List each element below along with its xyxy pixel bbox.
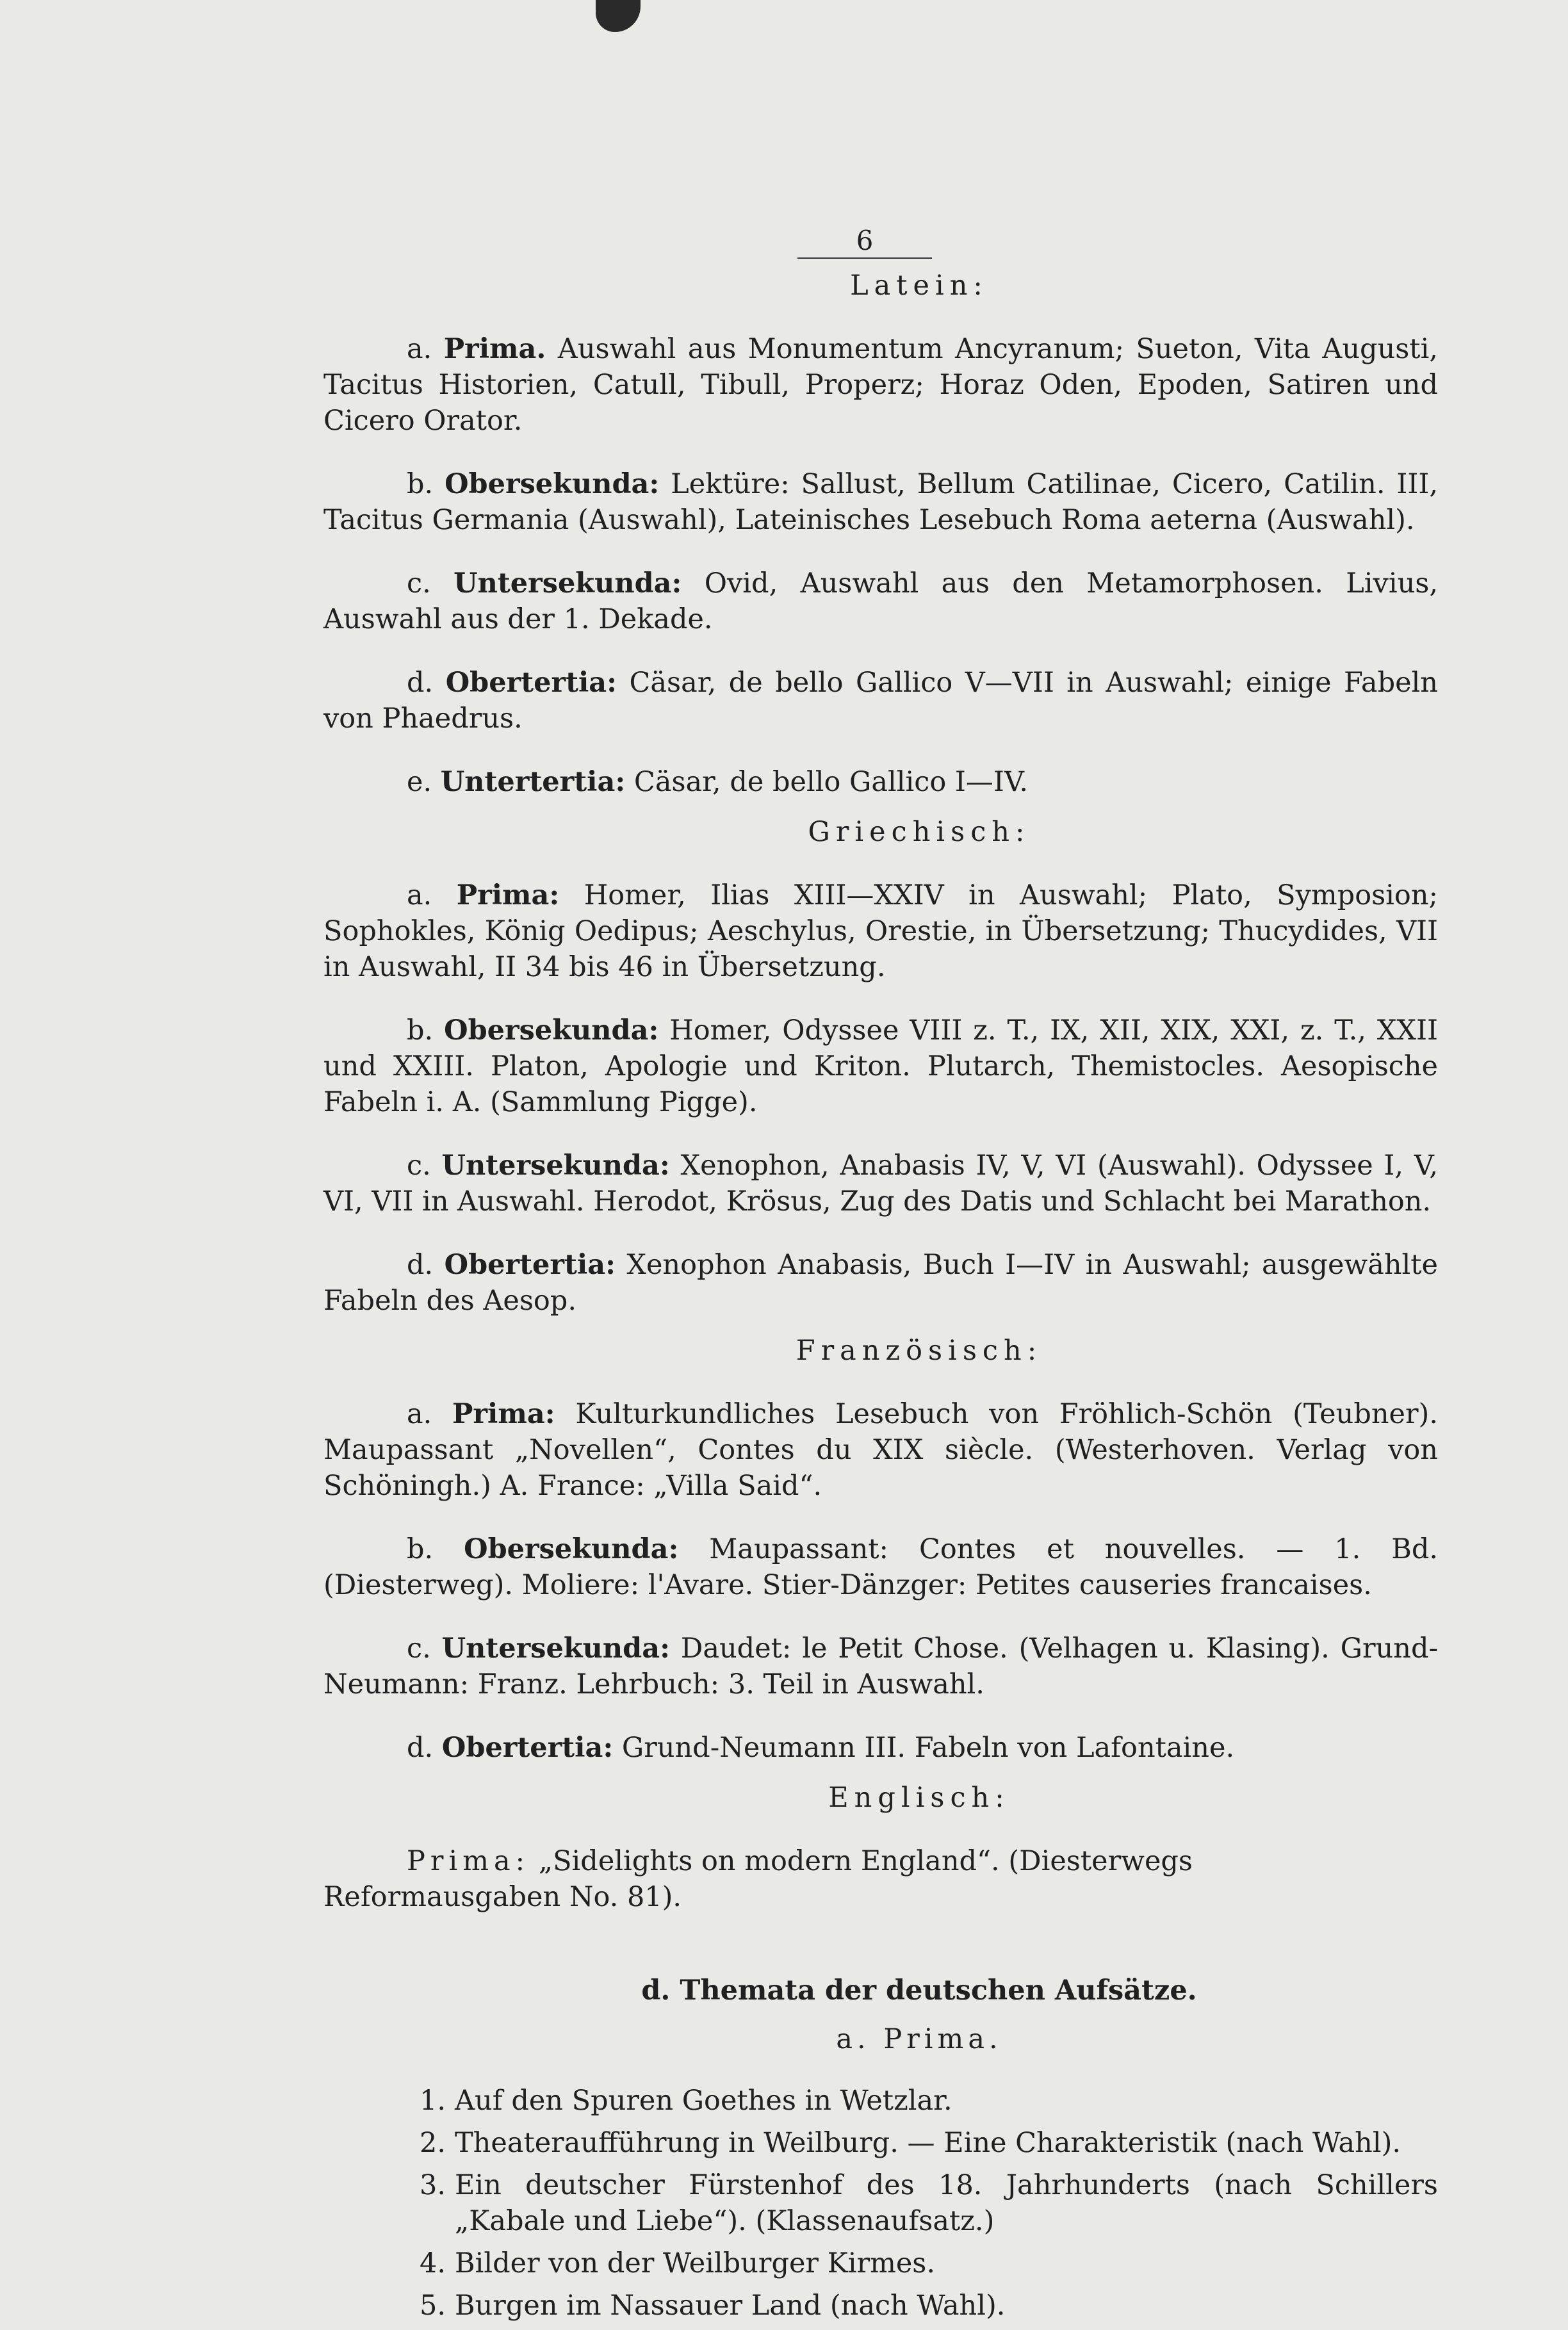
entry-griechisch-b: b. Obersekunda: Homer, Odyssee VIII z. T., IX, XII, XIX, XXI, z. T., XXII und XXIII. Platon, Apologie und Kriton. Plutarch, Themistocles. Aesopische Fabeln i. A. (Sammlung Pigge).: [323, 1014, 1439, 1118]
section-heading-latein: Latein:: [850, 270, 988, 302]
entry-franzoesisch-a: a. Prima: Kulturkundliches Lesebuch von Fröhlich-Schön (Teubner). Maupassant „Novellen“, Contes du XIX siècle. (Westerhoven. Verlag von Schöningh.) A. France: „Villa Said“.: [323, 1398, 1438, 1502]
themata-heading: d. Themata der deutschen Aufsätze.: [641, 1975, 1197, 2007]
list-item: 2. Theateraufführung in Weilburg. — Eine Charakteristik (nach Wahl).: [420, 2127, 1401, 2159]
section-heading-franzoesisch: Französisch:: [796, 1335, 1043, 1367]
page-number: 6: [797, 224, 932, 259]
entry-franzoesisch-d: d. Obertertia: Grund-Neumann III. Fabeln von Lafontaine.: [407, 1732, 1235, 1764]
section-heading-griechisch: Griechisch:: [808, 816, 1031, 848]
entry-latein-a: a. Prima. Auswahl aus Monumentum Ancyranum; Sueton, Vita Augusti, Tacitus Historien, Catull, Tibull, Properz; Horaz Oden, Epoden, Satiren und Cicero Orator.: [323, 333, 1439, 437]
entry-latein-d: d. Obertertia: Cäsar, de bello Gallico V—VII in Auswahl; einige Fabeln von Phaedrus.: [323, 667, 1438, 735]
entry-griechisch-d: d. Obertertia: Xenophon Anabasis, Buch I—IV in Auswahl; ausgewählte Fabeln des Aesop.: [323, 1249, 1439, 1317]
section-heading-englisch: Englisch:: [828, 1782, 1010, 1814]
entry-latein-e: e. Untertertia: Cäsar, de bello Gallico I—IV.: [407, 766, 1029, 798]
entry-griechisch-a: a. Prima: Homer, Ilias XIII—XXIV in Auswahl; Plato, Symposion; Sophokles, König Oedipus; Aeschylus, Orestie, in Übersetzung; Thucydides, VII in Auswahl, II 34 bis 46 in Übersetzung.: [323, 879, 1438, 983]
entry-franzoesisch-c: c. Untersekunda: Daudet: le Petit Chose. (Velhagen u. Klasing). Grund-Neumann: Franz. Lehrbuch: 3. Teil in Auswahl.: [323, 1633, 1439, 1700]
list-item: 5. Burgen im Nassauer Land (nach Wahl).: [420, 2290, 1006, 2322]
entry-franzoesisch-b: b. Obersekunda: Maupassant: Contes et nouvelles. — 1. Bd. (Diesterweg). Moliere: l'Avare. Stier-Dänzger: Petites causeries francaises.: [323, 1533, 1439, 1601]
list-item: 1. Auf den Spuren Goethes in Wetzlar.: [420, 2085, 952, 2117]
entry-latein-b: b. Obersekunda: Lektüre: Sallust, Bellum Catilinae, Cicero, Catilin. III, Tacitus Germania (Auswahl), Lateinisches Lesebuch Roma aeterna (Auswahl).: [323, 468, 1438, 536]
entry-englisch-prima: Prima: „Sidelights on modern England“. (Diesterwegs Reformausgaben No. 81).: [323, 1845, 1193, 1913]
page-content: [323, 224, 1438, 2330]
list-item: 3. Ein deutscher Fürstenhof des 18. Jahrhunderts (nach Schillers „Kabale und Liebe“). (Klassenaufsatz.): [420, 2169, 1438, 2237]
page-tear-mark: [596, 0, 641, 32]
themata-subheading: a. Prima.: [836, 2023, 1002, 2055]
list-item: 4. Bilder von der Weilburger Kirmes.: [420, 2247, 936, 2279]
entry-griechisch-c: c. Untersekunda: Xenophon, Anabasis IV, V, VI (Auswahl). Odyssee I, V, VI, VII in Auswahl. Herodot, Krösus, Zug des Datis und Schlacht bei Marathon.: [323, 1150, 1438, 1218]
entry-latein-c: c. Untersekunda: Ovid, Auswahl aus den Metamorphosen. Livius, Auswahl aus der 1. Dekade.: [323, 567, 1438, 635]
